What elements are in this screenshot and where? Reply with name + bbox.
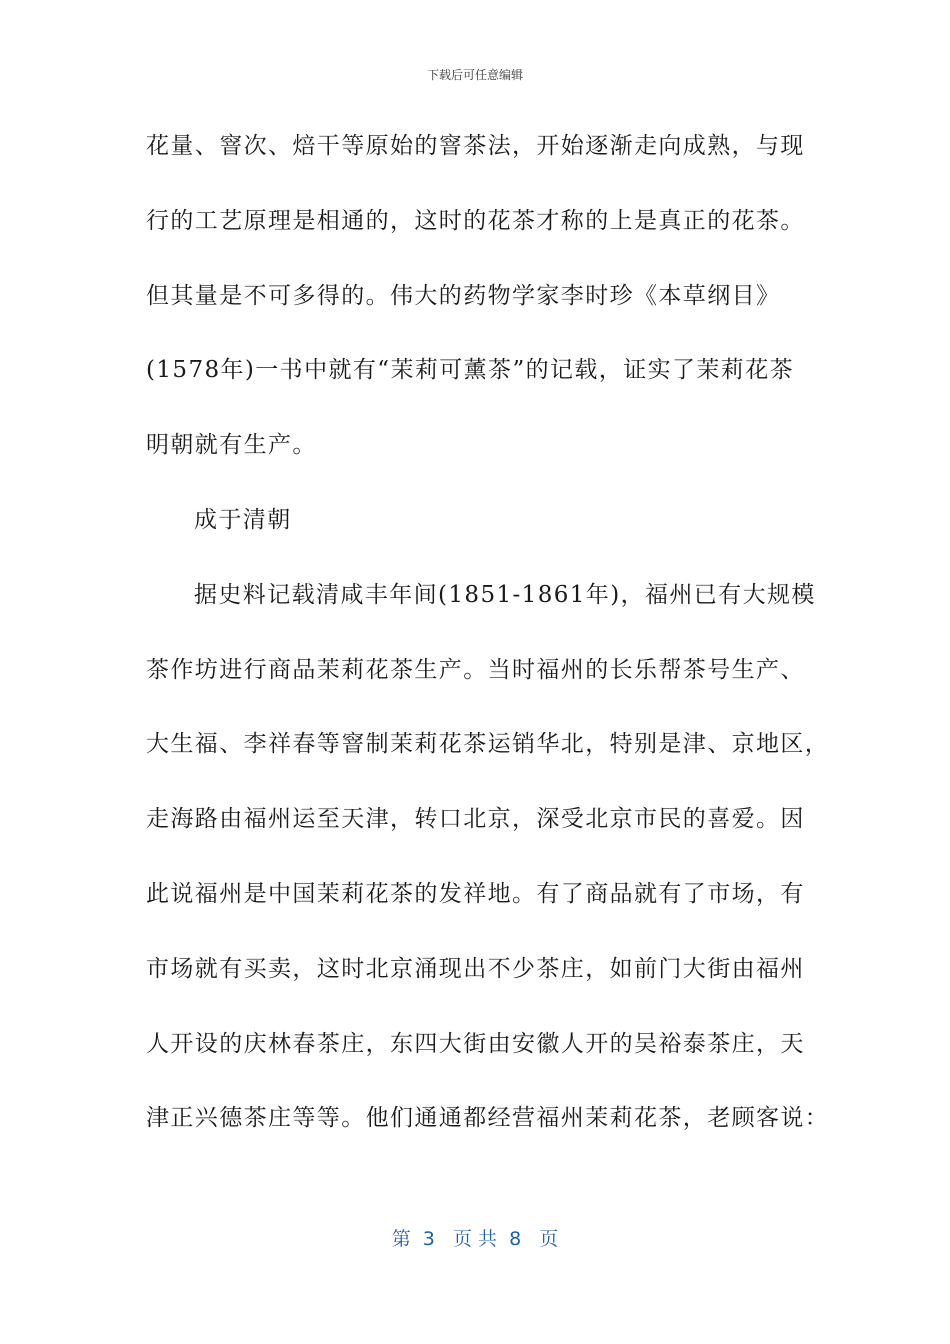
text-line: 茶作坊进行商品茉莉花茶生产。当时福州的长乐帮茶号生产、 — [146, 656, 805, 683]
page-header: 下载后可任意编辑 — [426, 68, 523, 82]
text-line: 据史料记载清咸丰年间(1851-1861年)，福州已有大规模 — [194, 581, 816, 608]
section-heading: 成于清朝 — [194, 506, 292, 533]
text-line: 明朝就有生产。 — [146, 432, 317, 459]
text-line: 人开设的庆林春茶庄，东四大街由安徽人开的吴裕泰茶庄，天 — [146, 1030, 805, 1057]
document-body — [146, 128, 830, 1175]
page-number-footer: 第 3 页 共 8 页 — [391, 1228, 559, 1250]
text-line: 行的工艺原理是相通的，这时的花茶才称的上是真正的花茶。 — [146, 207, 805, 234]
text-line: 津正兴德茶庄等等。他们通通都经营福州茉莉花茶，老顾客说： — [146, 1105, 830, 1132]
text-line: 花量、窨次、焙干等原始的窨茶法，开始逐渐走向成熟，与现 — [146, 133, 805, 159]
text-line: 市场就有买卖，这时北京涌现出不少茶庄，如前门大街由福州 — [146, 955, 805, 982]
text-line: 大生福、李祥春等窨制茉莉花茶运销华北，特别是津、京地区， — [146, 731, 830, 758]
text-line: 走海路由福州运至天津，转口北京，深受北京市民的喜爱。因 — [146, 806, 805, 833]
text-line: (1578年)一书中就有“茉莉可薰茶”的记载，证实了茉莉花茶 — [146, 357, 794, 384]
text-line: 此说福州是中国茉莉花茶的发祥地。有了商品就有了市场，有 — [146, 880, 805, 907]
text-line: 但其量是不可多得的。伟大的药物学家李时珍《本草纲目》 — [146, 282, 781, 309]
